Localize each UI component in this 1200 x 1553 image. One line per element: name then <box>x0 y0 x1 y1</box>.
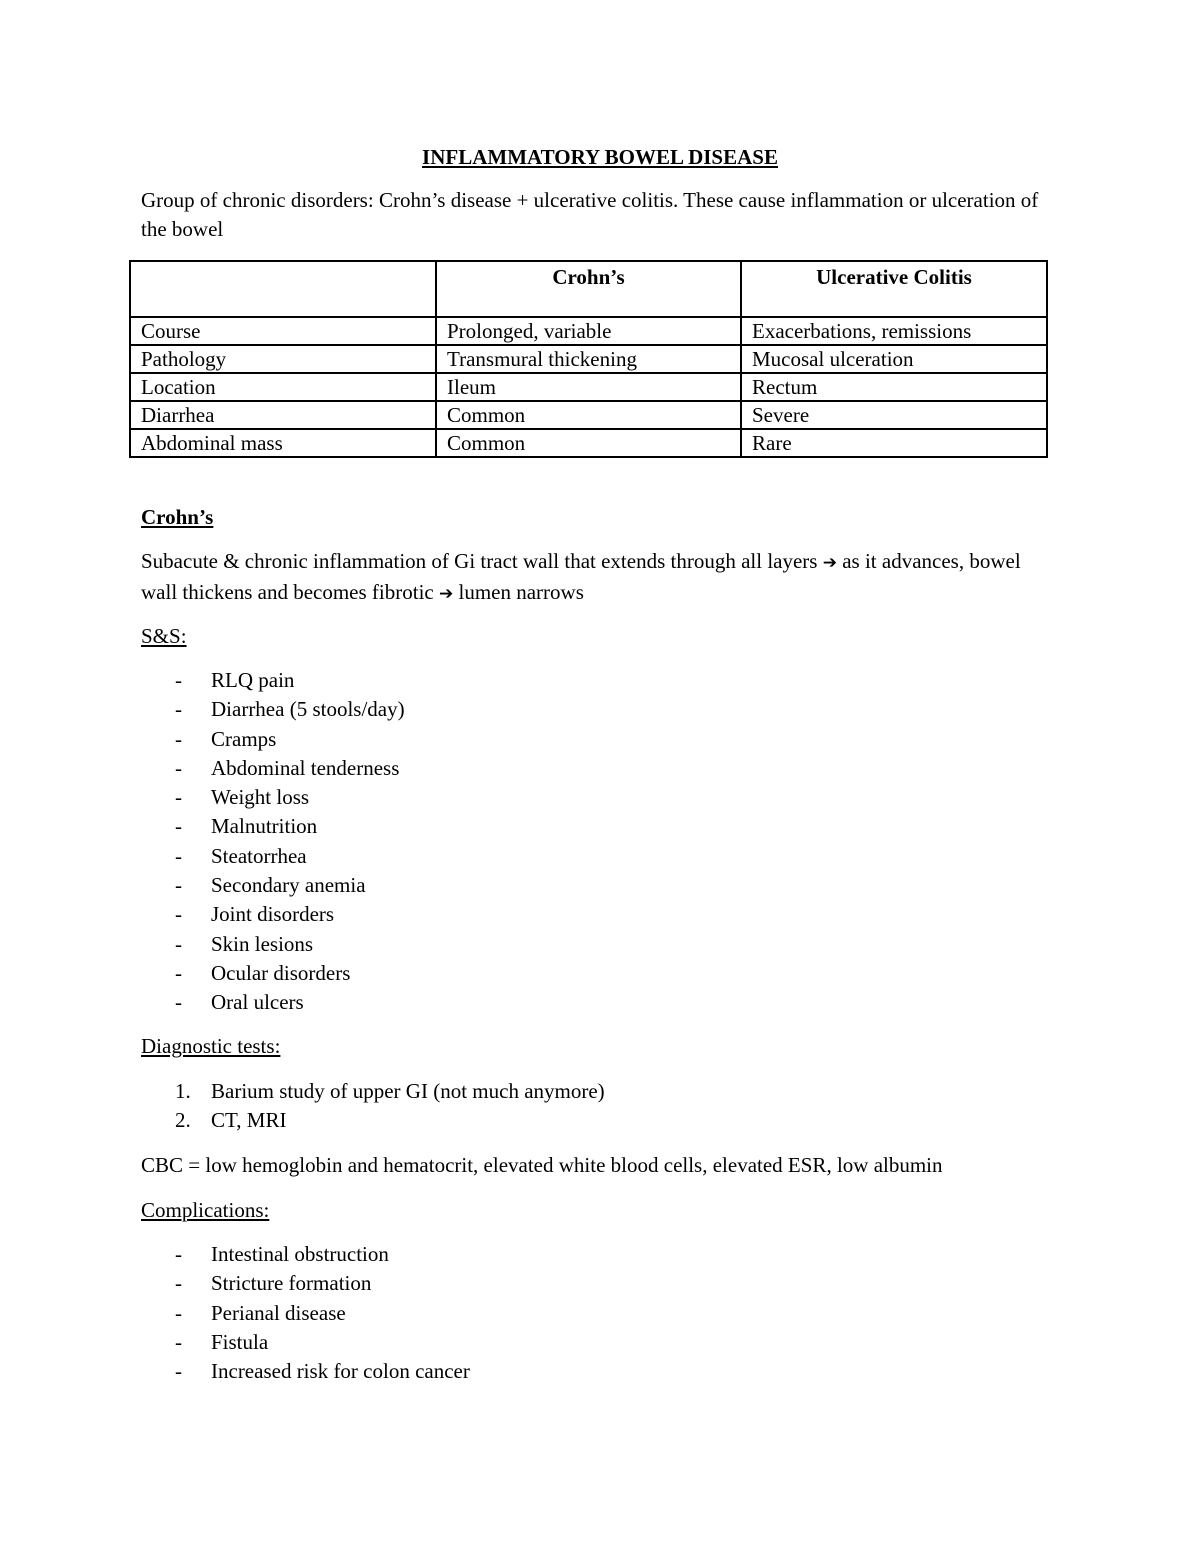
table-cell: Severe <box>741 401 1047 429</box>
table-cell: Mucosal ulceration <box>741 345 1047 373</box>
table-cell: Rectum <box>741 373 1047 401</box>
list-item: - Ocular disorders <box>175 960 351 985</box>
crohns-description <box>141 547 1061 609</box>
list-item: - Perianal disease <box>175 1300 346 1325</box>
table-header-row <box>130 261 1047 317</box>
table-header-cell: Ulcerative Colitis <box>741 261 1047 317</box>
page-title: INFLAMMATORY BOWEL DISEASE <box>422 145 778 169</box>
table-cell: Common <box>436 401 741 429</box>
list-item: - Intestinal obstruction <box>175 1242 389 1266</box>
intro-paragraph: Group of chronic disorders: Crohn’s disease + ulcerative colitis. These cause inflammation or ulceration of the bowel <box>141 188 1039 241</box>
comparison-table <box>129 260 1048 458</box>
table-cell: Abdominal mass <box>130 429 436 457</box>
table-cell: Transmural thickening <box>436 345 741 373</box>
table-cell: Rare <box>741 429 1047 457</box>
diagnostic-heading: Diagnostic tests: <box>141 1034 281 1058</box>
table-row <box>130 317 1047 345</box>
arrow-right-icon: ➔ <box>439 584 454 604</box>
table-row <box>130 345 1047 373</box>
list-item: - RLQ pain <box>175 668 295 692</box>
description-text: Subacute & chronic inflammation of Gi tract wall that extends through all layers <box>141 549 823 573</box>
table-cell: Ileum <box>436 373 741 401</box>
table-cell: Common <box>436 429 741 457</box>
description-text: as it advances, bowel wall thickens and becomes fibrotic <box>141 549 1021 604</box>
table-cell: Location <box>130 373 436 401</box>
list-item: - Weight loss <box>175 785 310 810</box>
list-item: - Fistula <box>175 1329 269 1354</box>
table-row <box>130 373 1047 401</box>
diagnostic-list <box>141 1077 605 1136</box>
list-item: - Oral ulcers <box>175 990 304 1015</box>
ss-heading: S&S: <box>141 624 187 648</box>
table-cell: Diarrhea <box>130 401 436 429</box>
complications-heading: Complications: <box>141 1198 270 1222</box>
complications-list <box>141 1240 470 1386</box>
list-item: 1. Barium study of upper GI (not much anymore) <box>175 1079 605 1103</box>
list-item: - Stricture formation <box>175 1271 372 1296</box>
table-row <box>130 401 1047 429</box>
crohns-heading: Crohn’s <box>141 505 214 529</box>
list-item: - Steatorrhea <box>175 843 307 868</box>
table-cell: Pathology <box>130 345 436 373</box>
arrow-right-icon: ➔ <box>822 553 837 573</box>
list-item: - Cramps <box>175 726 277 751</box>
table-header-cell <box>130 261 436 317</box>
ss-list <box>141 666 405 1018</box>
table-row <box>130 429 1047 457</box>
table-cell: Exacerbations, remissions <box>741 317 1047 345</box>
list-item: - Joint disorders <box>175 902 335 927</box>
list-item: 2. CT, MRI <box>175 1108 287 1133</box>
list-item: - Diarrhea (5 stools/day) <box>175 697 405 722</box>
table-cell: Prolonged, variable <box>436 317 741 345</box>
list-item: - Abdominal tenderness <box>175 755 400 780</box>
list-item: - Skin lesions <box>175 931 314 956</box>
list-item: - Secondary anemia <box>175 873 366 898</box>
table-cell: Course <box>130 317 436 345</box>
table-header-cell: Crohn’s <box>436 261 741 317</box>
list-item: - Malnutrition <box>175 814 318 839</box>
cbc-line: CBC = low hemoglobin and hematocrit, elevated white blood cells, elevated ESR, low albumin <box>141 1153 943 1177</box>
list-item: - Increased risk for colon cancer <box>175 1359 470 1384</box>
description-text: lumen narrows <box>453 580 584 604</box>
